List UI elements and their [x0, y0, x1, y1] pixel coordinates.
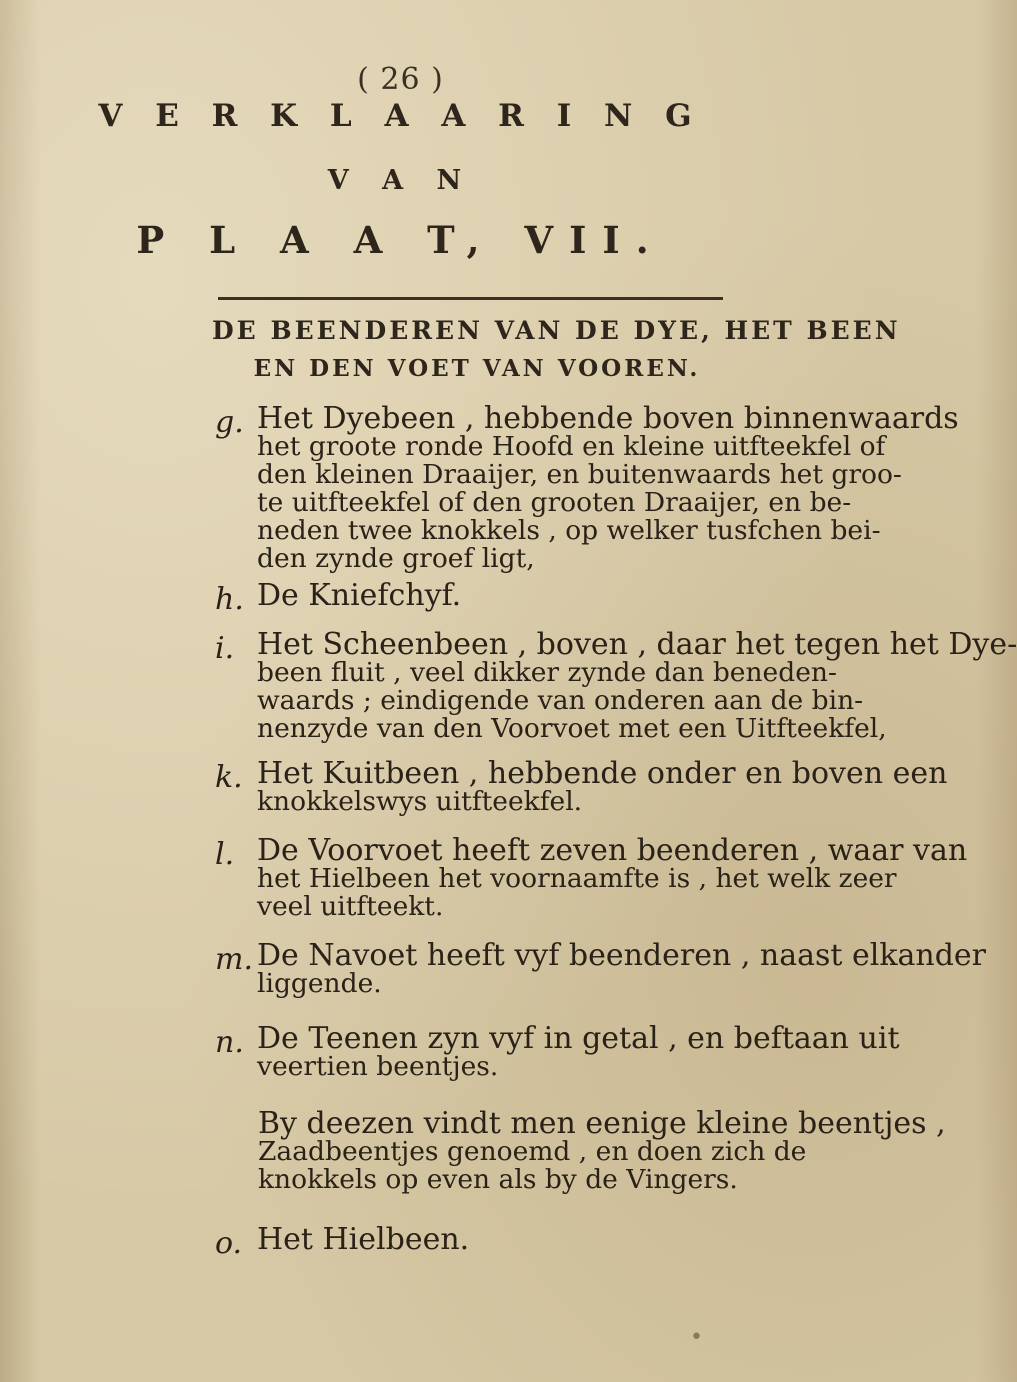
- entry-line: den kleinen Draaijer, en buitenwaards het groo-: [257, 459, 902, 490]
- entry-line: Het Hielbeen.: [257, 1222, 470, 1257]
- entry-m: [215, 938, 987, 999]
- entry-line: De Navoet heeft vyf beenderen , naast elkander: [257, 938, 987, 973]
- entry-mark: o.: [215, 1226, 243, 1261]
- entry-line: neden twee knokkels , op welker tusfchen bei-: [257, 515, 881, 546]
- entry-line: waards ; eindigende van onderen aan de bin-: [257, 685, 864, 716]
- entry-i: [215, 627, 1017, 744]
- paper-stain: •: [690, 1325, 703, 1350]
- entry-line: De Voorvoet heeft zeven beenderen , waar van: [257, 833, 968, 868]
- entry-o: [215, 1222, 775, 1261]
- entry-line: liggende.: [257, 968, 382, 999]
- entry-line: den zynde groef ligt,: [257, 543, 535, 574]
- title-line-1: V E R K L A A R I N G: [98, 98, 703, 134]
- entry-mark: h.: [215, 582, 244, 617]
- note-line: Zaadbeentjes genoemd , en doen zich de: [258, 1136, 807, 1167]
- entry-line: De Teenen zyn vyf in getal , en beftaan uit: [257, 1021, 900, 1056]
- note-line: By deezen vindt men eenige kleine beentjes ,: [258, 1106, 946, 1141]
- title-rule: [218, 297, 723, 300]
- note-paragraph: [258, 1106, 946, 1195]
- entry-n: [215, 1021, 900, 1082]
- entry-mark: i.: [215, 631, 235, 666]
- title-line-3: P L A A T, VII.: [136, 218, 665, 262]
- page-number: ( 26 ): [357, 62, 444, 97]
- entry-g: [215, 401, 959, 574]
- note-line: knokkels op even als by de Vingers.: [258, 1164, 738, 1195]
- entry-line: Het Kuitbeen , hebbende onder en boven een: [257, 756, 948, 791]
- title-line-2: V A N: [327, 165, 474, 196]
- subheading-line-1: DE BEENDEREN VAN DE DYE, HET BEEN: [212, 316, 901, 345]
- entry-mark: l.: [215, 837, 235, 872]
- entry-line: Het Dyebeen , hebbende boven binnenwaards: [257, 401, 959, 436]
- entry-line: het Hielbeen het voornaamfte is , het welk zeer: [257, 863, 897, 894]
- entry-line: nenzyde van den Voorvoet met een Uitfteekfel,: [257, 713, 887, 744]
- entry-line: te uitfteekfel of den grooten Draaijer, en be-: [257, 487, 852, 518]
- entry-line: veertien beentjes.: [257, 1051, 499, 1082]
- entry-mark: n.: [215, 1025, 244, 1060]
- entry-mark: g.: [215, 405, 244, 440]
- entry-line: been fluit , veel dikker zynde dan beneden-: [257, 657, 837, 688]
- entry-line: het groote ronde Hoofd en kleine uitfteekfel of: [257, 431, 886, 462]
- entry-l: [215, 833, 968, 922]
- entry-line: veel uitfteekt.: [257, 891, 444, 922]
- entry-mark: k.: [215, 760, 243, 795]
- subheading-line-2: EN DEN VOET VAN VOOREN.: [253, 355, 701, 382]
- entry-line: De Kniefchyf.: [257, 578, 462, 613]
- entry-h: [215, 578, 775, 617]
- entry-mark: m.: [215, 942, 253, 977]
- entry-line: Het Scheenbeen , boven , daar het tegen het Dye-: [257, 627, 1017, 662]
- entry-k: [215, 756, 948, 817]
- entry-line: knokkelswys uitfteekfel.: [257, 786, 583, 817]
